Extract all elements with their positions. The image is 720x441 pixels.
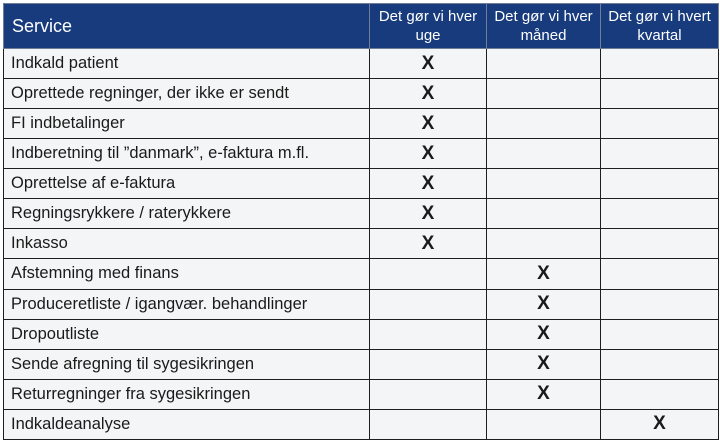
monthly-mark-cell [487, 199, 601, 229]
quarterly-mark-cell [601, 349, 719, 379]
table-row [4, 109, 719, 139]
service-name-cell: Oprettelse af e-faktura [4, 169, 370, 199]
quarterly-mark-cell [601, 259, 719, 289]
monthly-mark-cell: X [487, 289, 601, 319]
monthly-mark-cell [487, 169, 601, 199]
table-row [4, 319, 719, 349]
monthly-mark-cell: X [487, 349, 601, 379]
quarterly-mark-cell [601, 139, 719, 169]
weekly-mark-cell [370, 349, 487, 379]
header-row [4, 4, 719, 49]
table-row [4, 379, 719, 409]
weekly-mark-cell [370, 319, 487, 349]
weekly-mark-cell [370, 259, 487, 289]
monthly-mark-cell: X [487, 259, 601, 289]
service-name-cell: Dropoutliste [4, 319, 370, 349]
service-name-cell: Returregninger fra sygesikringen [4, 379, 370, 409]
service-name-cell: Sende afregning til sygesikringen [4, 349, 370, 379]
monthly-mark-cell [487, 49, 601, 79]
table-row [4, 409, 719, 439]
service-table [3, 3, 719, 440]
quarterly-mark-cell: X [601, 409, 719, 439]
service-name-cell: Inkasso [4, 229, 370, 259]
monthly-column-header: Det gør vi hver måned [487, 4, 601, 49]
weekly-mark-cell [370, 409, 487, 439]
service-name-cell: Indkald patient [4, 49, 370, 79]
service-name-cell: Produceretliste / igangvær. behandlinger [4, 289, 370, 319]
table-row [4, 259, 719, 289]
table-row [4, 169, 719, 199]
quarterly-mark-cell [601, 199, 719, 229]
table-row [4, 49, 719, 79]
weekly-mark-cell: X [370, 139, 487, 169]
weekly-mark-cell: X [370, 49, 487, 79]
weekly-mark-cell: X [370, 79, 487, 109]
table-row [4, 349, 719, 379]
service-column-header: Service [4, 4, 370, 49]
service-name-cell: FI indbetalinger [4, 109, 370, 139]
table-row [4, 79, 719, 109]
quarterly-mark-cell [601, 79, 719, 109]
quarterly-mark-cell [601, 109, 719, 139]
monthly-mark-cell [487, 79, 601, 109]
monthly-mark-cell [487, 409, 601, 439]
weekly-mark-cell [370, 379, 487, 409]
table-row [4, 139, 719, 169]
quarterly-mark-cell [601, 289, 719, 319]
table-row [4, 229, 719, 259]
quarterly-mark-cell [601, 229, 719, 259]
monthly-mark-cell: X [487, 319, 601, 349]
quarterly-mark-cell [601, 49, 719, 79]
service-name-cell: Oprettede regninger, der ikke er sendt [4, 79, 370, 109]
table-row [4, 199, 719, 229]
weekly-mark-cell: X [370, 229, 487, 259]
quarterly-mark-cell [601, 319, 719, 349]
weekly-mark-cell [370, 289, 487, 319]
service-name-cell: Indkaldeanalyse [4, 409, 370, 439]
monthly-mark-cell: X [487, 379, 601, 409]
weekly-mark-cell: X [370, 169, 487, 199]
quarterly-column-header: Det gør vi hvert kvartal [601, 4, 719, 49]
quarterly-mark-cell [601, 169, 719, 199]
weekly-mark-cell: X [370, 109, 487, 139]
table-row [4, 289, 719, 319]
weekly-column-header: Det gør vi hver uge [370, 4, 487, 49]
service-name-cell: Afstemning med finans [4, 259, 370, 289]
monthly-mark-cell [487, 109, 601, 139]
service-name-cell: Indberetning til ”danmark”, e-faktura m.fl. [4, 139, 370, 169]
quarterly-mark-cell [601, 379, 719, 409]
monthly-mark-cell [487, 139, 601, 169]
service-name-cell: Regningsrykkere / raterykkere [4, 199, 370, 229]
weekly-mark-cell: X [370, 199, 487, 229]
monthly-mark-cell [487, 229, 601, 259]
